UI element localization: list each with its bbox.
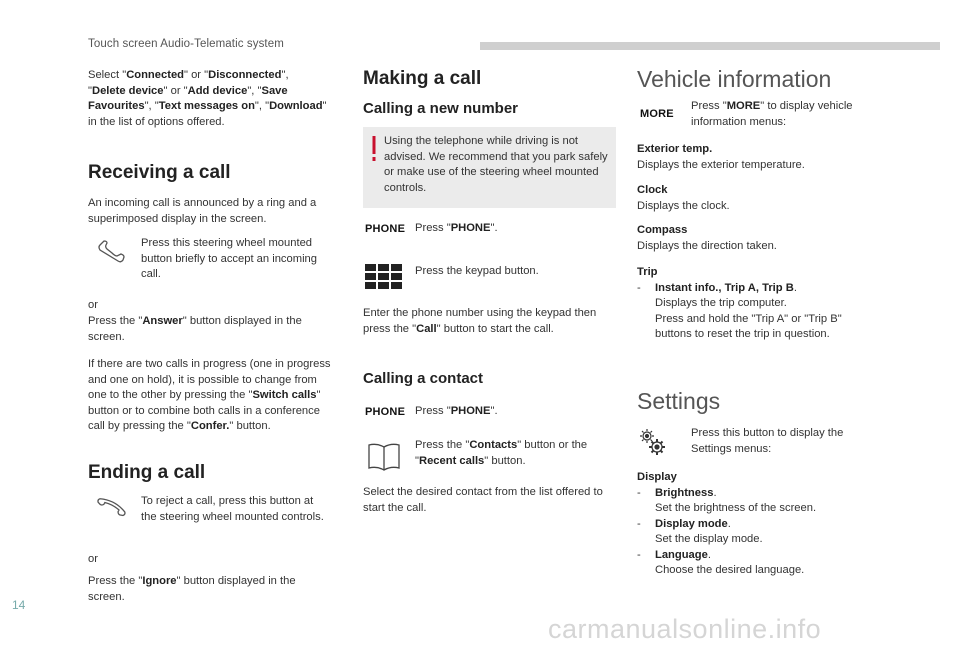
more-key-icon: MORE (640, 108, 674, 120)
display-dash: - (637, 548, 641, 561)
display-item-label: Brightness (655, 486, 714, 499)
press-phone-text-2: Press "PHONE". (415, 405, 498, 417)
steering-phone-reject-icon (94, 498, 128, 522)
keypad-text: Press the keypad button. (415, 265, 539, 277)
calling-contact-heading: Calling a contact (363, 370, 484, 387)
enter-number-text: Enter the phone number using the keypad then press the "Call" button to start the call. (363, 307, 597, 335)
trip-section (637, 265, 877, 343)
display-item: - Brightness. Set the brightness of the screen. (637, 486, 877, 517)
display-settings-section (637, 470, 877, 579)
display-item: - Language. Choose the desired language. (637, 548, 877, 579)
contacts-book-icon (367, 442, 401, 472)
vehicle-info-item (637, 183, 877, 214)
display-item-desc: Set the display mode. (655, 533, 763, 545)
answer-button-description: Press this steering wheel mounted button briefly to accept an incoming call. (141, 237, 317, 280)
steering-phone-answer-icon (94, 240, 128, 264)
reject-button-description: To reject a call, press this button at the steering wheel mounted controls. (141, 495, 324, 523)
settings-gears-icon (638, 427, 666, 457)
running-header: Touch screen Audio-Telematic system (88, 38, 284, 50)
display-dash: - (637, 517, 641, 530)
trip-label: Instant info., Trip A, Trip B (655, 281, 794, 294)
settings-button-text: Press this button to display the Settings menus: (691, 427, 844, 455)
vehicle-info-desc: Displays the exterior temperature. (637, 158, 805, 171)
answer-screen-text: Press the "Answer" button displayed in the screen. (88, 315, 302, 343)
or-label-2: or (88, 553, 98, 565)
switch-calls-text: If there are two calls in progress (one in progress and one on hold), it is possible to change from one to the other by pressing the "Switch calls" button or to combine both calls in a conference call by pressing the "Confer." button. (88, 358, 331, 432)
vehicle-info-title: Clock (637, 184, 668, 196)
press-phone-text-1: Press "PHONE". (415, 222, 498, 234)
display-item-desc: Set the brightness of the screen. (655, 502, 817, 514)
display-title: Display (637, 471, 677, 483)
display-item: - Display mode. Set the display mode. (637, 517, 877, 548)
ending-call-heading: Ending a call (88, 462, 206, 483)
phone-key-icon: PHONE (365, 223, 406, 235)
watermark: carmanualsonline.info (548, 614, 822, 644)
vehicle-info-desc: Displays the clock. (637, 199, 730, 212)
display-item-label: Display mode (655, 517, 728, 530)
keypad-icon (365, 264, 403, 290)
receiving-call-heading: Receiving a call (88, 162, 231, 183)
vehicle-info-list (637, 142, 877, 254)
press-more-text: Press "MORE" to display vehicle information menus: (691, 100, 853, 128)
trip-line2: Press and hold the "Trip A" or "Trip B" buttons to reset the trip in question. (655, 312, 842, 340)
trip-line1: Displays the trip computer. (655, 297, 787, 309)
vehicle-info-item (637, 223, 877, 254)
vehicle-info-title: Compass (637, 224, 688, 236)
phone-key-icon-2: PHONE (365, 406, 406, 418)
vehicle-info-title: Exterior temp. (637, 143, 713, 155)
vehicle-info-item (637, 142, 877, 173)
calling-new-number-heading: Calling a new number (363, 100, 519, 117)
trip-item: - Instant info., Trip A, Trip B. (637, 281, 877, 297)
warning-exclamation-icon (371, 136, 377, 162)
settings-heading: Settings (637, 388, 721, 414)
intro-paragraph: Select "Connected" or "Disconnected", "Delete device" or "Add device", "Save Favourites", "Text messages on", "Download" in the list of options offered. (88, 69, 327, 128)
receiving-call-text: An incoming call is announced by a ring and a superimposed display in the screen. (88, 197, 317, 225)
trip-dash: - (637, 281, 641, 294)
contacts-button-text: Press the "Contacts" button or the "Recent calls" button. (415, 439, 588, 467)
select-contact-text: Select the desired contact from the list offered to start the call. (363, 486, 603, 514)
warning-text: Using the telephone while driving is not advised. We recommend that you park safely or make use of the steering wheel mounted controls. (384, 135, 608, 194)
vehicle-information-heading: Vehicle information (637, 66, 832, 92)
or-label-1: or (88, 299, 98, 311)
display-item-desc: Choose the desired language. (655, 564, 805, 576)
display-dash: - (637, 486, 641, 499)
making-call-heading: Making a call (363, 68, 482, 89)
display-item-label: Language (655, 548, 708, 561)
ignore-screen-text: Press the "Ignore" button displayed in the screen. (88, 575, 296, 603)
page-number: 14 (12, 598, 26, 612)
vehicle-info-desc: Displays the direction taken. (637, 239, 777, 252)
trip-title: Trip (637, 266, 658, 278)
header-divider-bar (480, 42, 940, 50)
